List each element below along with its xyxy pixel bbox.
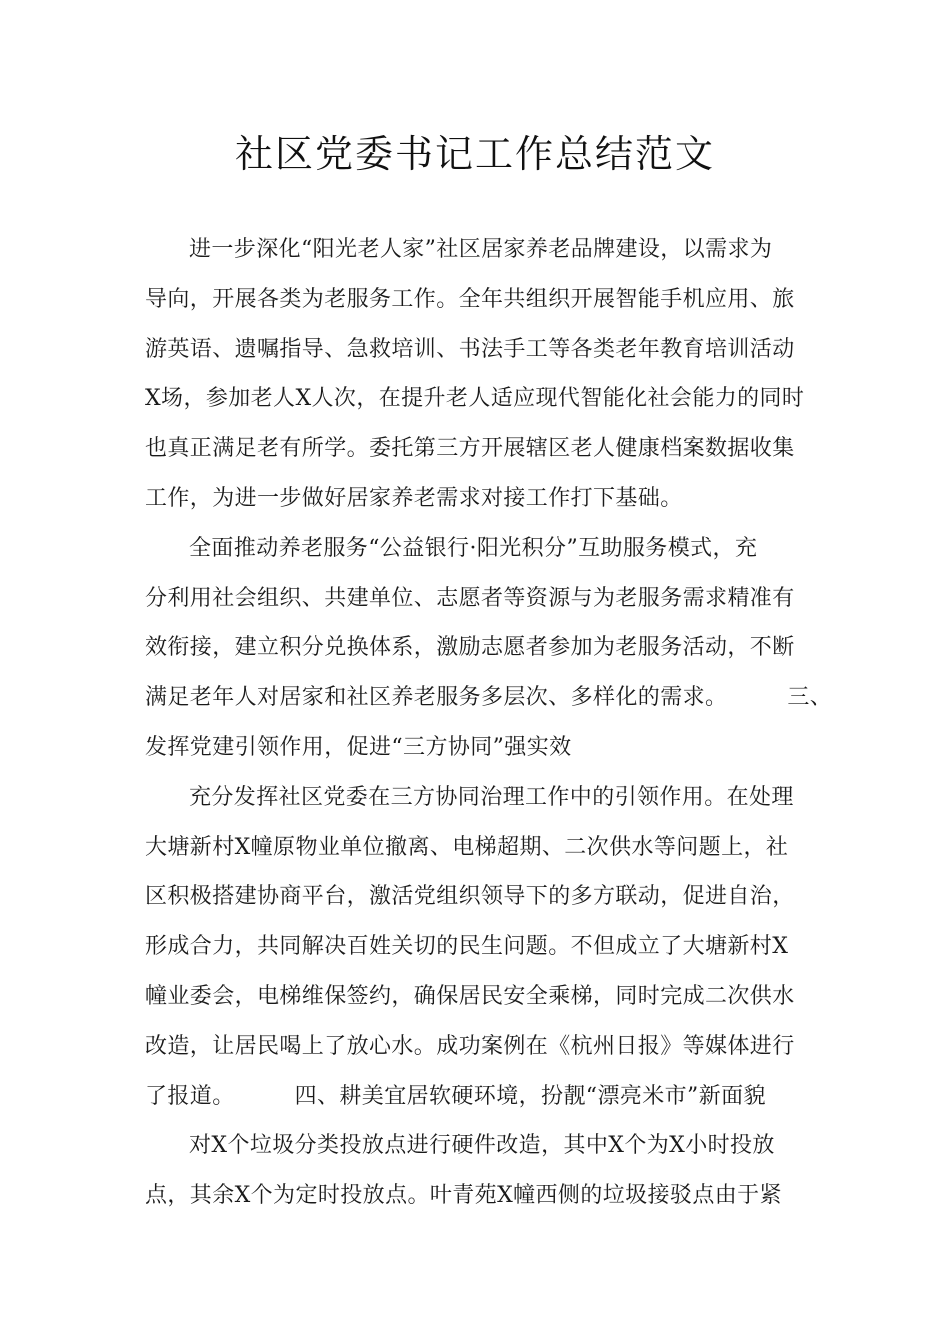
paragraph-line: 幢业委会，电梯维保签约，确保居民安全乘梯，同时完成二次供水 xyxy=(145,983,795,1009)
paragraph-line: 工作，为进一步做好居家养老需求对接工作打下基础。 xyxy=(145,485,683,511)
paragraph-line: 改造，让居民喝上了放心水。成功案例在《杭州日报》等媒体进行 xyxy=(145,1033,795,1059)
paragraph-line: 点，其余X个为定时投放点。叶青苑X幢西侧的垃圾接驳点由于紧 xyxy=(145,1183,782,1209)
document-body xyxy=(145,225,833,1221)
paragraph-line: 游英语、遗嘱指导、急救培训、书法手工等各类老年教育培训活动 xyxy=(145,336,795,362)
section-number: 三、 xyxy=(787,685,833,711)
document-title: 社区党委书记工作总结范文 xyxy=(234,132,715,176)
paragraph-line: 区积极搭建协商平台，激活党组织领导下的多方联动，促进自治， xyxy=(145,884,795,910)
section-heading: 发挥党建引领作用，促进“三方协同”强实效 xyxy=(145,734,572,760)
paragraph-line: 也真正满足老有所学。委托第三方开展辖区老人健康档案数据收集 xyxy=(145,436,795,462)
paragraph-line: 进一步深化“阳光老人家”社区居家养老品牌建设，以需求为 xyxy=(189,237,773,262)
paragraph-line: 大塘新村X幢原物业单位撤离、电梯超期、二次供水等问题上，社 xyxy=(145,834,789,860)
paragraph-line: X场，参加老人X人次，在提升老人适应现代智能化社会能力的同时 xyxy=(145,386,805,412)
paragraph-line xyxy=(145,1072,825,1122)
paragraph-text: 了报道。 xyxy=(145,1083,235,1109)
paragraph-line: 充分发挥社区党委在三方协同治理工作中的引领作用。在处理 xyxy=(189,784,794,810)
paragraph-line xyxy=(145,673,833,723)
paragraph-line: 全面推动养老服务“公益银行·阳光积分”互助服务模式，充 xyxy=(189,535,758,561)
paragraph-text: 满足老年人对居家和社区养老服务多层次、多样化的需求。 xyxy=(145,685,728,711)
paragraph-line: 导向，开展各类为老服务工作。全年共组织开展智能手机应用、旅 xyxy=(145,286,795,312)
paragraph-line: 形成合力，共同解决百姓关切的民生问题。不但成立了大塘新村X xyxy=(145,934,789,960)
paragraph-line: 分利用社会组织、共建单位、志愿者等资源与为老服务需求精准有 xyxy=(145,585,795,611)
section-heading: 四、耕美宜居软硬环境，扮靓“漂亮米市”新面貌 xyxy=(294,1083,766,1109)
paragraph-line: 效衔接，建立积分兑换体系，激励志愿者参加为老服务活动，不断 xyxy=(145,635,795,661)
paragraph-line: 对X个垃圾分类投放点进行硬件改造，其中X个为X小时投放 xyxy=(189,1133,775,1159)
